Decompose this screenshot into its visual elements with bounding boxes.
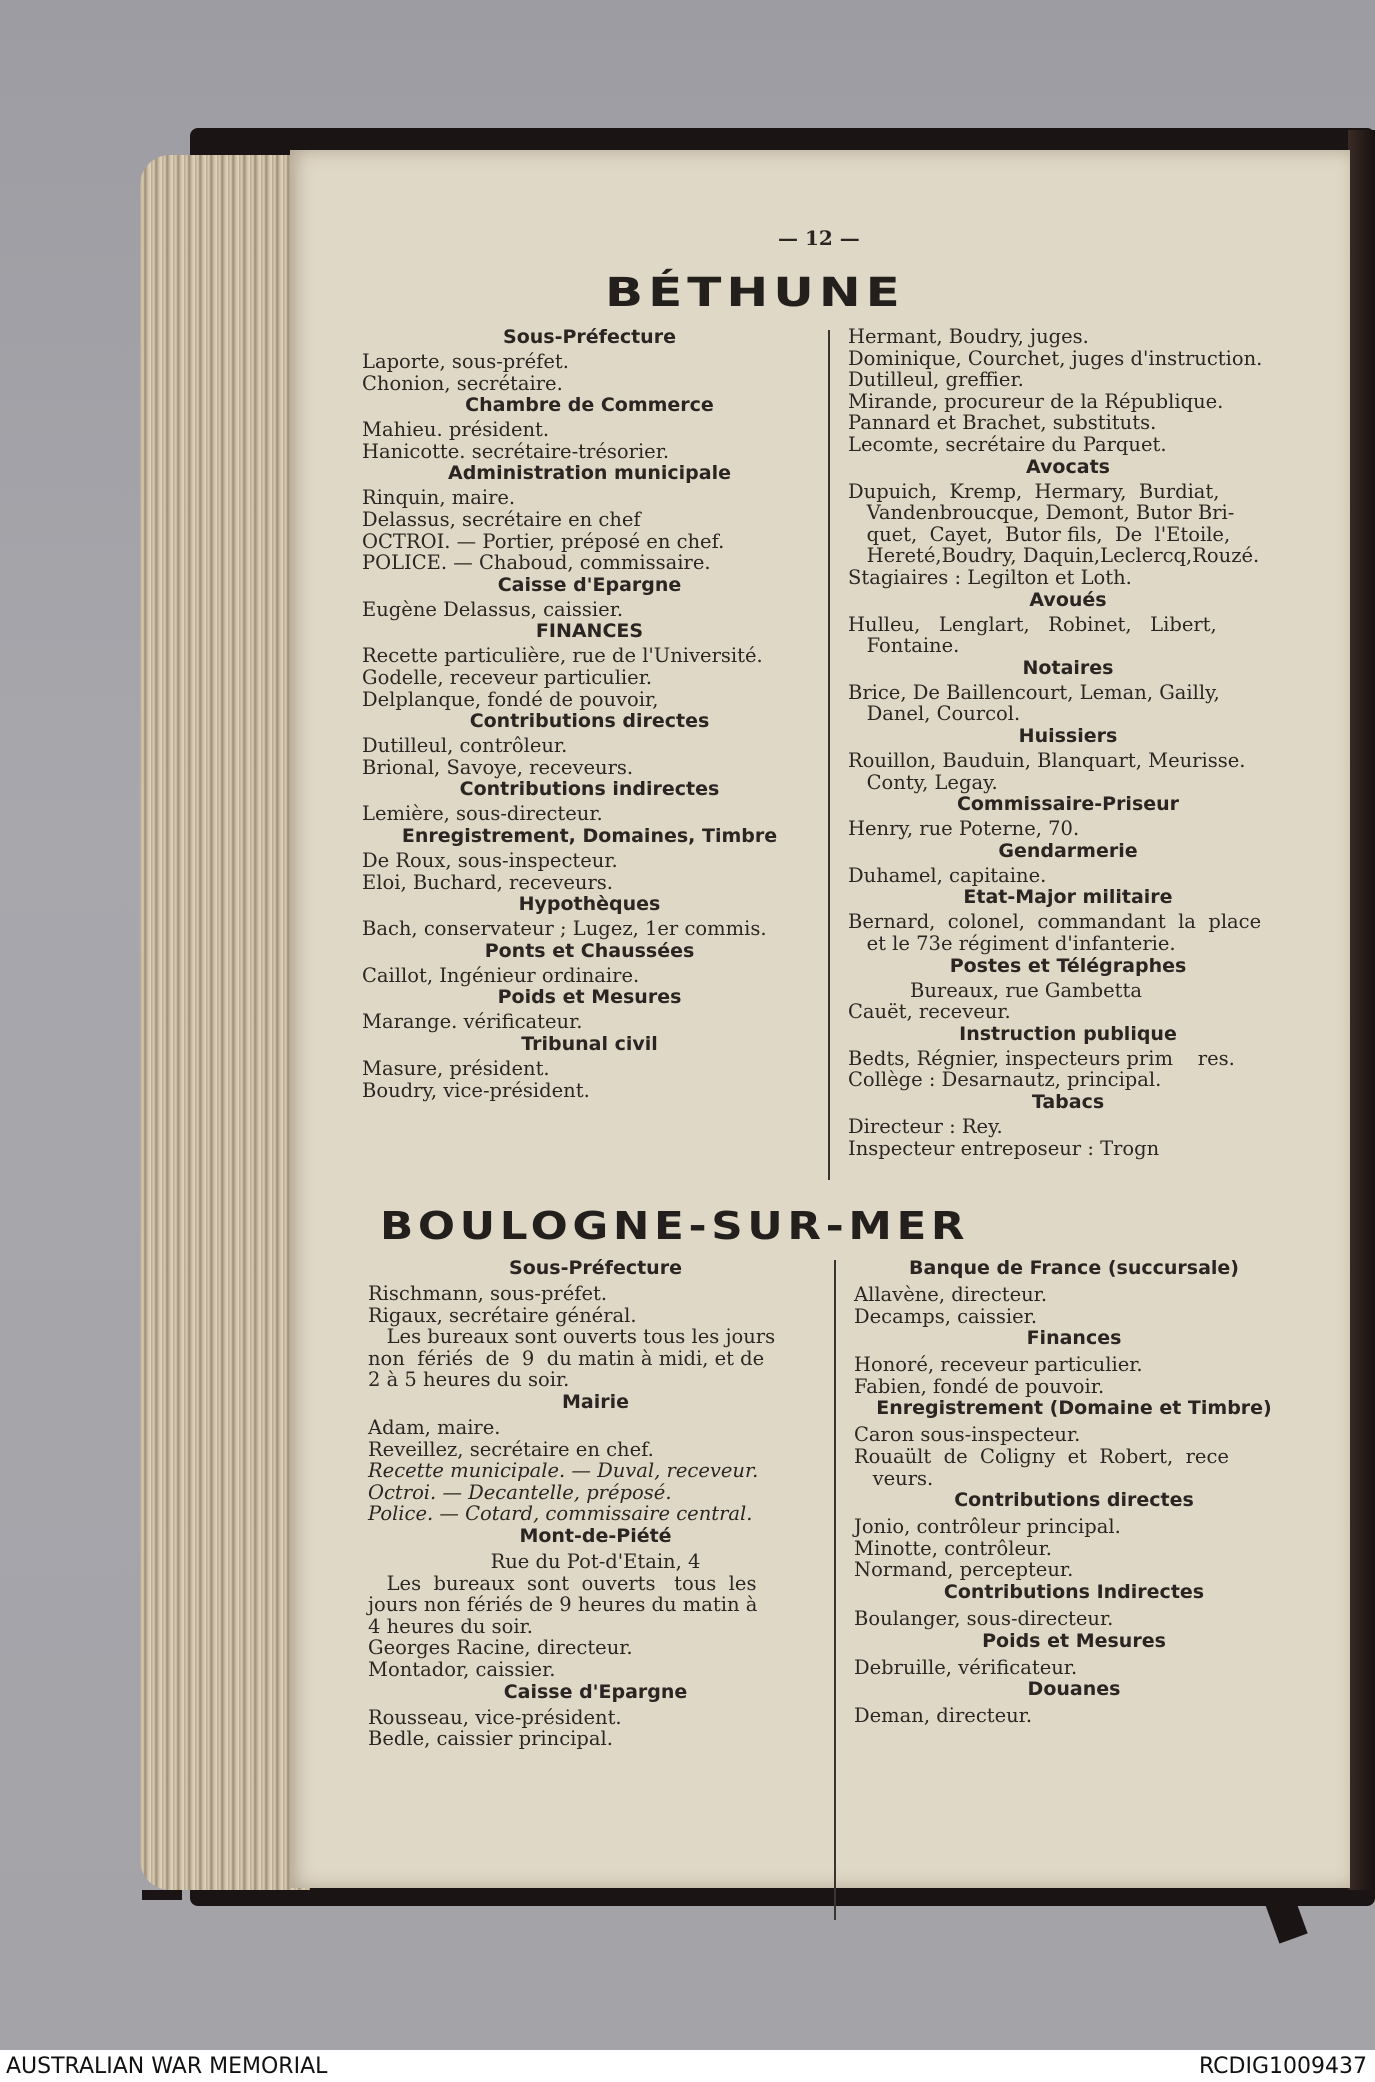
entry-line: jours non fériés de 9 heures du matin à (368, 1593, 758, 1617)
entry-line: Jonio, contrôleur principal. (854, 1515, 1121, 1539)
footer-bar (0, 2050, 1375, 2082)
entry-line: Honoré, receveur particulier. (854, 1353, 1143, 1377)
entry-line: Brional, Savoye, receveurs. (362, 755, 634, 779)
entry-line: Danel, Courcol. (848, 702, 1021, 726)
section-heading: Sous-Préfecture (503, 326, 676, 348)
entry-line: Brice, De Baillencourt, Leman, Gailly, (848, 680, 1220, 704)
section-heading: Contributions indirectes (459, 778, 720, 801)
bookmark-ribbon (142, 1890, 182, 1900)
section-heading: Instruction publique (959, 1022, 1177, 1045)
entry-line: Reveillez, secrétaire en chef. (368, 1437, 654, 1461)
section-heading: Tabacs (1031, 1091, 1105, 1113)
entry-line: Bedts, Régnier, inspecteurs prim res. (848, 1046, 1235, 1070)
entry-line: Deman, directeur. (854, 1704, 1033, 1728)
entry-line: Allavène, directeur. (854, 1283, 1048, 1306)
section-heading: FINANCES (535, 620, 644, 643)
entry-line: veurs. (854, 1466, 934, 1490)
section-heading: Hypothèques (518, 893, 661, 916)
entry-line: Eloi, Buchard, receveurs. (362, 870, 614, 894)
entry-line: Lemière, sous-directeur. (362, 802, 603, 826)
footer-id: RCDIG1009437 (1198, 2054, 1367, 2079)
section-heading: Douanes (1027, 1678, 1121, 1701)
entry-line: Lecomte, secrétaire du Parquet. (848, 433, 1167, 456)
entry-line: Rischmann, sous-préfet. (368, 1282, 608, 1305)
entry-line: 4 heures du soir. (368, 1614, 533, 1638)
section-heading: Commissaire-Priseur (956, 793, 1180, 816)
entry-line: Caillot, Ingénieur ordinaire. (362, 963, 640, 987)
entry-line: Pannard et Brachet, substituts. (848, 411, 1157, 435)
entry-line: Stagiaires : Legilton et Loth. (848, 566, 1132, 589)
entry-line: Boudry, vice-président. (362, 1078, 590, 1102)
entry-line: Delassus, secrétaire en chef (362, 508, 641, 531)
entry-line: Henry, rue Poterne, 70. (848, 817, 1080, 841)
section-heading: Huissiers (1018, 725, 1118, 747)
page-content (290, 150, 1350, 1888)
city-title-bethune: BÉTHUNE (605, 270, 905, 316)
section-heading: Enregistrement (Domaine et Timbre) (876, 1397, 1272, 1420)
section-heading: Contributions Indirectes (943, 1581, 1205, 1603)
section-heading: Mairie (561, 1391, 629, 1413)
entry-line: Dutilleul, greffier. (848, 368, 1024, 392)
entry-line: Mahieu. président. (362, 418, 550, 442)
section-heading: Contributions directes (954, 1489, 1194, 1512)
entry-line: Dupuich, Kremp, Hermary, Burdiat, (848, 479, 1220, 503)
section-heading: Administration municipale (448, 462, 731, 485)
section-heading: Caisse d'Epargne (497, 573, 682, 596)
entry-line: Eugène Delassus, caissier. (362, 597, 624, 621)
column-divider-2 (834, 1260, 836, 1920)
section-heading: Ponts et Chaussées (484, 939, 695, 962)
book-cover-edge (1348, 130, 1375, 1890)
entry-line: Minotte, contrôleur. (854, 1536, 1052, 1560)
entry-line: Mirande, procureur de la République. (848, 389, 1224, 413)
address-line: Rue du Pot-d'Etain, 4 (490, 1550, 701, 1573)
section-heading: Tribunal civil (521, 1033, 658, 1055)
entry-line: Hulleu, Lenglart, Robinet, Libert, (848, 612, 1217, 636)
section-heading: Poids et Mesures (497, 986, 682, 1009)
entry-line: Duhamel, capitaine. (848, 863, 1047, 887)
entry-line: non fériés de 9 du matin à midi, et de (368, 1346, 765, 1370)
city-title-boulogne: BOULOGNE-SUR-MER (380, 1204, 970, 1248)
entry-line: Rigaux, secrétaire général. (368, 1303, 637, 1327)
entry-line: Montador, caissier. (368, 1658, 556, 1681)
entry-line: Fabien, fondé de pouvoir. (854, 1374, 1105, 1398)
section-heading: Poids et Mesures (982, 1629, 1166, 1652)
entry-line: Laporte, sous-préfet. (362, 350, 569, 373)
section-heading: Sous-Préfecture (509, 1257, 682, 1279)
entry-line: Georges Racine, directeur. (368, 1636, 633, 1660)
entry-line: Les bureaux sont ouverts tous les jours (368, 1325, 776, 1349)
entry-line: Caron sous-inspecteur. (854, 1423, 1081, 1447)
entry-line: Recette municipale. — Duval, receveur. (368, 1459, 759, 1483)
entry-line: Conty, Legay. (848, 770, 998, 794)
entry-line: Chonion, secrétaire. (362, 371, 563, 395)
page-edges (140, 155, 310, 1890)
entry-line: Collège : Desarnautz, principal. (848, 1068, 1162, 1092)
section-heading: Mont-de-Piété (519, 1525, 672, 1547)
section-heading: Gendarmerie (998, 839, 1138, 862)
entry-line: Godelle, receveur particulier. (362, 666, 653, 689)
entry-line: Recette particulière, rue de l'Université. (362, 644, 763, 668)
entry-line: et le 73e régiment d'infanterie. (848, 932, 1176, 955)
entry-line: Hermant, Boudry, juges. (848, 325, 1089, 348)
entry-line: Rousseau, vice-président. (368, 1705, 622, 1729)
entry-line: Decamps, caissier. (854, 1304, 1038, 1328)
entry-line: Bureaux, rue Gambetta (848, 978, 1142, 1002)
entry-line: Delplanque, fondé de pouvoir, (362, 687, 659, 711)
section-heading: Postes et Télégraphes (949, 954, 1187, 977)
section-heading: Avoués (1029, 588, 1107, 611)
entry-line: Boulanger, sous-directeur. (854, 1607, 1114, 1630)
entry-line: POLICE. — Chaboud, commissaire. (362, 551, 711, 575)
entry-line: Fontaine. (848, 634, 960, 658)
entry-line: Marange. vérificateur. (362, 1010, 583, 1034)
section-heading: Notaires (1022, 656, 1114, 679)
section-heading: Enregistrement, Domaines, Timbre (401, 825, 778, 847)
entry-line: Les bureaux sont ouverts tous les (368, 1571, 757, 1595)
entry-line: Dominique, Courchet, juges d'instruction. (848, 346, 1263, 370)
entry-line: Octroi. — Decantelle, préposé. (368, 1480, 672, 1504)
entry-line: Hereté,Boudry, Daquin,Leclercq,Rouzé. (848, 544, 1260, 568)
entry-line: Rouaült de Coligny et Robert, rece (854, 1445, 1229, 1468)
section-heading: Contributions directes (469, 710, 710, 733)
entry-line: Police. — Cotard, commissaire central. (368, 1502, 753, 1526)
entry-line: Bedle, caissier principal. (368, 1727, 613, 1751)
entry-line: Rinquin, maire. (362, 486, 516, 510)
section-heading: Avocats (1026, 455, 1110, 478)
page-number: — 12 — (778, 226, 860, 250)
entry-line: quet, Cayet, Butor fils, De l'Etoile, (848, 522, 1231, 546)
entry-line: Vandenbroucque, Demont, Butor Bri- (848, 501, 1235, 525)
entry-line: Normand, percepteur. (854, 1558, 1074, 1582)
entry-line: Rouillon, Bauduin, Blanquart, Meurisse. (848, 749, 1246, 772)
entry-line: 2 à 5 heures du soir. (368, 1368, 570, 1392)
entry-line: Debruille, vérificateur. (854, 1655, 1078, 1679)
entry-line: Cauët, receveur. (848, 1000, 1011, 1024)
entry-line: Inspecteur entreposeur : Trogn (848, 1136, 1160, 1160)
entry-line: Bernard, colonel, commandant la place (848, 910, 1262, 934)
entry-line: Masure, président. (362, 1057, 550, 1080)
section-heading: Caisse d'Epargne (503, 1680, 688, 1703)
column-divider (828, 330, 830, 1180)
section-heading: Banque de France (succursale) (909, 1257, 1239, 1279)
entry-line: Dutilleul, contrôleur. (362, 734, 568, 758)
entry-line: De Roux, sous-inspecteur. (362, 849, 618, 872)
section-heading: Chambre de Commerce (465, 394, 714, 417)
entry-line: Bach, conservateur ; Lugez, 1er commis. (362, 917, 767, 941)
entry-line: OCTROI. — Portier, préposé en chef. (362, 529, 725, 553)
entry-line: Hanicotte. secrétaire-trésorier. (362, 439, 670, 463)
footer-credit: AUSTRALIAN WAR MEMORIAL (6, 2054, 328, 2079)
entry-line: Directeur : Rey. (848, 1115, 1003, 1138)
section-heading: Finances (1026, 1327, 1122, 1350)
entry-line: Adam, maire. (368, 1416, 501, 1439)
section-heading: Etat-Major militaire (963, 886, 1173, 909)
